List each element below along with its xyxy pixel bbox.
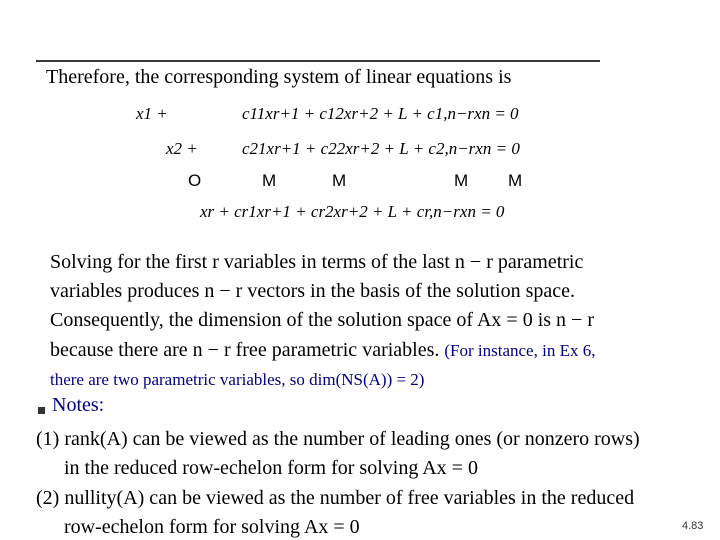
notes-title: Notes: <box>52 394 105 416</box>
paragraph-line-2: variables produces n − r vectors in the basis of the solution space. <box>50 280 576 302</box>
paragraph-line-4 <box>50 339 595 362</box>
equation-ellipsis-o: O <box>188 171 202 190</box>
paragraph-line-3: Consequently, the dimension of the solution space of Ax = 0 is n − r <box>50 309 594 331</box>
paragraph-line-1: Solving for the first r variables in terms of the last n − r parametric <box>50 251 584 273</box>
intro-text: Therefore, the corresponding system of linear equations is <box>46 66 512 88</box>
example-note-end: there are two parametric variables, so dim(NS(A)) = 2) <box>50 370 425 389</box>
equation-row-2-rest: c21xr+1 + c22xr+2 + L + c2,n−rxn = 0 <box>242 139 520 158</box>
example-note-start: (For instance, in Ex 6, <box>444 341 596 360</box>
note-2-line-1: (2) nullity(A) can be viewed as the number of free variables in the reduced <box>36 487 635 509</box>
equation-ellipsis-m3: M <box>454 171 469 190</box>
note-1-line-2: in the reduced row-echelon form for solving Ax = 0 <box>64 457 478 479</box>
equation-row-2-lead: x2 + <box>166 139 198 158</box>
equation-ellipsis-m2: M <box>332 171 347 190</box>
title-rule <box>36 60 600 62</box>
equation-ellipsis-m4: M <box>508 171 523 190</box>
note-1-line-1: (1) rank(A) can be viewed as the number of leading ones (or nonzero rows) <box>36 428 640 450</box>
equation-row-r: xr + cr1xr+1 + cr2xr+2 + L + cr,n−rxn = 0 <box>200 202 505 221</box>
equation-ellipsis-m1: M <box>262 171 277 190</box>
paragraph-line-4-main: because there are n − r free parametric variables. <box>50 339 440 361</box>
page-number: 4.83 <box>682 520 704 532</box>
notes-bullet-icon <box>38 407 45 414</box>
equation-row-1-lead: x1 + <box>136 104 168 123</box>
equation-row-1-rest: c11xr+1 + c12xr+2 + L + c1,n−rxn = 0 <box>242 104 519 123</box>
note-2-line-2: row-echelon form for solving Ax = 0 <box>64 516 360 538</box>
